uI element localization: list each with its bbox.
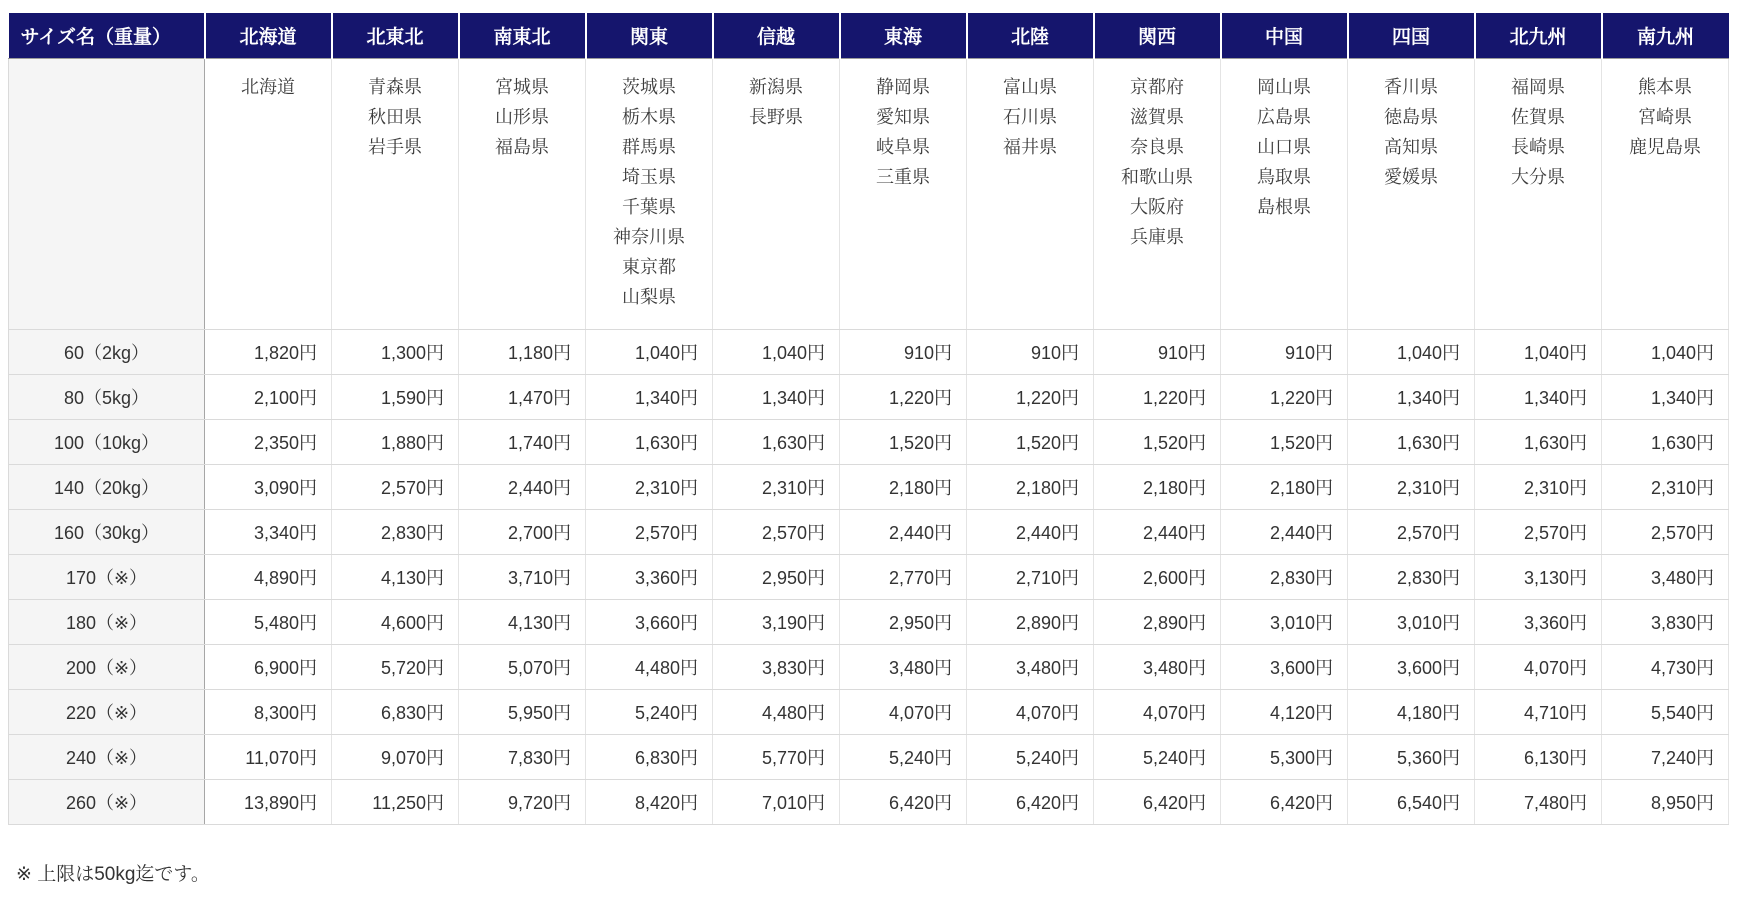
price-cell: 3,010円 (1221, 599, 1348, 644)
price-cell: 4,180円 (1348, 689, 1475, 734)
price-cell: 4,600円 (332, 599, 459, 644)
price-cell: 2,310円 (1602, 464, 1729, 509)
price-cell: 5,480円 (205, 599, 332, 644)
price-cell: 2,710円 (967, 554, 1094, 599)
price-cell: 3,600円 (1221, 644, 1348, 689)
price-cell: 1,520円 (1221, 419, 1348, 464)
price-cell: 1,630円 (586, 419, 713, 464)
price-cell: 910円 (840, 329, 967, 374)
size-label-cell: 180（※） (9, 599, 205, 644)
prefecture-name: 三重県 (876, 166, 930, 187)
size-label-cell: 80（5kg） (9, 374, 205, 419)
prefecture-name: 高知県 (1384, 136, 1438, 157)
prefecture-name: 島根県 (1257, 196, 1311, 217)
price-cell: 1,340円 (586, 374, 713, 419)
price-cell: 7,830円 (459, 734, 586, 779)
prefecture-name: 兵庫県 (1130, 226, 1184, 247)
prefecture-name: 山口県 (1257, 136, 1311, 157)
price-cell: 910円 (1221, 329, 1348, 374)
price-cell: 2,570円 (713, 509, 840, 554)
price-cell: 2,830円 (1348, 554, 1475, 599)
price-cell: 4,070円 (1475, 644, 1602, 689)
prefecture-name: 鹿児島県 (1629, 136, 1701, 157)
price-cell: 5,070円 (459, 644, 586, 689)
price-cell: 2,700円 (459, 509, 586, 554)
prefecture-list-cell (1094, 58, 1221, 329)
shipping-rate-page (0, 13, 1742, 919)
price-cell: 5,240円 (1094, 734, 1221, 779)
price-cell: 2,890円 (967, 599, 1094, 644)
prefecture-name: 北海道 (241, 76, 295, 97)
prefecture-name: 千葉県 (622, 196, 676, 217)
table-row (9, 509, 1729, 554)
size-label-cell: 160（30kg） (9, 509, 205, 554)
price-cell: 1,040円 (1475, 329, 1602, 374)
prefecture-list-cell (459, 58, 586, 329)
price-cell: 1,820円 (205, 329, 332, 374)
price-cell: 1,630円 (713, 419, 840, 464)
price-cell: 2,440円 (967, 509, 1094, 554)
price-cell: 1,520円 (840, 419, 967, 464)
prefecture-list-cell (205, 58, 332, 329)
prefecture-name: 長野県 (749, 106, 803, 127)
price-cell: 8,300円 (205, 689, 332, 734)
table-row (9, 644, 1729, 689)
table-row (9, 329, 1729, 374)
price-cell: 6,540円 (1348, 779, 1475, 824)
price-cell: 3,660円 (586, 599, 713, 644)
price-cell: 1,520円 (967, 419, 1094, 464)
price-cell: 5,720円 (332, 644, 459, 689)
prefecture-name: 岡山県 (1257, 76, 1311, 97)
size-header-cell: サイズ名（重量） (9, 13, 205, 58)
price-cell: 3,600円 (1348, 644, 1475, 689)
price-cell: 6,420円 (840, 779, 967, 824)
prefecture-name: 栃木県 (622, 106, 676, 127)
price-cell: 1,040円 (586, 329, 713, 374)
prefecture-name: 京都府 (1130, 76, 1184, 97)
price-cell: 11,070円 (205, 734, 332, 779)
table-row (9, 554, 1729, 599)
price-cell: 1,340円 (1602, 374, 1729, 419)
price-cell: 2,600円 (1094, 554, 1221, 599)
table-row (9, 464, 1729, 509)
price-cell: 2,440円 (1221, 509, 1348, 554)
price-cell: 910円 (967, 329, 1094, 374)
price-cell: 1,340円 (713, 374, 840, 419)
price-cell: 1,040円 (713, 329, 840, 374)
prefecture-list-cell (713, 58, 840, 329)
price-cell: 1,630円 (1475, 419, 1602, 464)
table-row (9, 419, 1729, 464)
price-cell: 6,830円 (332, 689, 459, 734)
price-cell: 3,480円 (1094, 644, 1221, 689)
prefecture-list-row (9, 58, 1729, 329)
prefecture-name: 岐阜県 (876, 136, 930, 157)
price-cell: 7,240円 (1602, 734, 1729, 779)
price-cell: 2,570円 (1475, 509, 1602, 554)
price-cell: 1,220円 (967, 374, 1094, 419)
price-cell: 6,830円 (586, 734, 713, 779)
prefecture-name: 宮城県 (495, 76, 549, 97)
price-cell: 2,350円 (205, 419, 332, 464)
price-cell: 1,040円 (1602, 329, 1729, 374)
shipping-rate-table (8, 13, 1729, 825)
price-cell: 1,630円 (1348, 419, 1475, 464)
price-cell: 3,480円 (840, 644, 967, 689)
price-cell: 2,890円 (1094, 599, 1221, 644)
table-row (9, 689, 1729, 734)
price-cell: 4,070円 (840, 689, 967, 734)
table-row (9, 734, 1729, 779)
size-label-cell: 140（20kg） (9, 464, 205, 509)
price-cell: 2,570円 (332, 464, 459, 509)
region-header-cell: 北九州 (1475, 13, 1602, 58)
size-label-cell: 170（※） (9, 554, 205, 599)
prefecture-name: 秋田県 (368, 106, 422, 127)
prefecture-name: 和歌山県 (1121, 166, 1193, 187)
prefecture-name: 群馬県 (622, 136, 676, 157)
prefecture-name: 大分県 (1511, 166, 1565, 187)
prefecture-name: 岩手県 (368, 136, 422, 157)
price-cell: 2,180円 (840, 464, 967, 509)
price-cell: 2,570円 (586, 509, 713, 554)
prefecture-name: 鳥取県 (1257, 166, 1311, 187)
price-cell: 2,440円 (459, 464, 586, 509)
prefecture-name: 東京都 (622, 256, 676, 277)
price-cell: 13,890円 (205, 779, 332, 824)
region-header-cell: 中国 (1221, 13, 1348, 58)
price-cell: 910円 (1094, 329, 1221, 374)
price-cell: 1,340円 (1348, 374, 1475, 419)
region-header-cell: 北陸 (967, 13, 1094, 58)
price-cell: 1,220円 (1094, 374, 1221, 419)
price-cell: 2,830円 (332, 509, 459, 554)
price-cell: 1,300円 (332, 329, 459, 374)
price-cell: 5,770円 (713, 734, 840, 779)
price-cell: 2,950円 (840, 599, 967, 644)
price-cell: 3,830円 (1602, 599, 1729, 644)
price-cell: 3,340円 (205, 509, 332, 554)
prefecture-name: 宮崎県 (1638, 106, 1692, 127)
size-label-cell: 220（※） (9, 689, 205, 734)
region-header-cell: 信越 (713, 13, 840, 58)
prefecture-name: 茨城県 (622, 76, 676, 97)
prefecture-name: 広島県 (1257, 106, 1311, 127)
prefecture-name: 福井県 (1003, 136, 1057, 157)
price-cell: 3,830円 (713, 644, 840, 689)
price-cell: 6,420円 (1094, 779, 1221, 824)
prefecture-name: 山形県 (495, 106, 549, 127)
price-cell: 3,710円 (459, 554, 586, 599)
prefecture-name: 長崎県 (1511, 136, 1565, 157)
price-cell: 4,730円 (1602, 644, 1729, 689)
weight-limit-footnote: ※ 上限は50kg迄です。 (16, 863, 210, 885)
region-header-cell: 東海 (840, 13, 967, 58)
price-cell: 5,240円 (967, 734, 1094, 779)
region-header-cell: 北海道 (205, 13, 332, 58)
price-cell: 4,130円 (332, 554, 459, 599)
price-cell: 3,190円 (713, 599, 840, 644)
price-cell: 3,090円 (205, 464, 332, 509)
price-cell: 3,010円 (1348, 599, 1475, 644)
price-cell: 6,900円 (205, 644, 332, 689)
price-cell: 2,950円 (713, 554, 840, 599)
prefecture-name: 石川県 (1003, 106, 1057, 127)
price-cell: 4,480円 (713, 689, 840, 734)
table-row (9, 599, 1729, 644)
price-cell: 1,220円 (840, 374, 967, 419)
price-cell: 7,010円 (713, 779, 840, 824)
prefecture-list-cell (1475, 58, 1602, 329)
price-cell: 1,630円 (1602, 419, 1729, 464)
price-cell: 2,310円 (586, 464, 713, 509)
price-cell: 8,420円 (586, 779, 713, 824)
price-cell: 2,570円 (1602, 509, 1729, 554)
price-cell: 9,720円 (459, 779, 586, 824)
region-header-cell: 北東北 (332, 13, 459, 58)
prefecture-name: 神奈川県 (613, 226, 685, 247)
price-cell: 5,540円 (1602, 689, 1729, 734)
price-cell: 3,480円 (1602, 554, 1729, 599)
prefecture-name: 佐賀県 (1511, 106, 1565, 127)
price-cell: 1,340円 (1475, 374, 1602, 419)
prefecture-name: 福島県 (495, 136, 549, 157)
prefecture-name: 新潟県 (749, 76, 803, 97)
price-cell: 1,740円 (459, 419, 586, 464)
price-cell: 3,360円 (586, 554, 713, 599)
price-cell: 4,120円 (1221, 689, 1348, 734)
prefecture-name: 奈良県 (1130, 136, 1184, 157)
price-cell: 7,480円 (1475, 779, 1602, 824)
prefecture-name: 大阪府 (1130, 196, 1184, 217)
prefecture-name: 徳島県 (1384, 106, 1438, 127)
prefecture-name: 福岡県 (1511, 76, 1565, 97)
price-cell: 1,180円 (459, 329, 586, 374)
prefecture-name: 青森県 (368, 76, 422, 97)
price-cell: 2,310円 (1475, 464, 1602, 509)
prefecture-name: 愛知県 (876, 106, 930, 127)
region-header-cell: 南東北 (459, 13, 586, 58)
price-cell: 3,360円 (1475, 599, 1602, 644)
prefecture-list-cell (332, 58, 459, 329)
prefecture-name: 愛媛県 (1384, 166, 1438, 187)
prefecture-name: 埼玉県 (622, 166, 676, 187)
prefecture-name: 熊本県 (1638, 76, 1692, 97)
region-header-cell: 関西 (1094, 13, 1221, 58)
price-cell: 6,130円 (1475, 734, 1602, 779)
price-cell: 2,770円 (840, 554, 967, 599)
price-cell: 4,710円 (1475, 689, 1602, 734)
price-cell: 5,240円 (840, 734, 967, 779)
prefecture-name: 山梨県 (622, 286, 676, 307)
price-cell: 2,440円 (1094, 509, 1221, 554)
prefecture-name: 香川県 (1384, 76, 1438, 97)
price-cell: 2,180円 (1221, 464, 1348, 509)
size-label-cell: 260（※） (9, 779, 205, 824)
region-header-cell: 南九州 (1602, 13, 1729, 58)
price-cell: 4,070円 (1094, 689, 1221, 734)
prefecture-name: 富山県 (1003, 76, 1057, 97)
price-cell: 2,180円 (967, 464, 1094, 509)
table-row (9, 779, 1729, 824)
size-label-spacer-cell (9, 58, 205, 329)
region-header-cell: 関東 (586, 13, 713, 58)
price-cell: 5,360円 (1348, 734, 1475, 779)
price-cell: 5,300円 (1221, 734, 1348, 779)
price-cell: 1,520円 (1094, 419, 1221, 464)
price-cell: 2,830円 (1221, 554, 1348, 599)
price-cell: 1,220円 (1221, 374, 1348, 419)
size-label-cell: 60（2kg） (9, 329, 205, 374)
price-cell: 1,880円 (332, 419, 459, 464)
price-cell: 2,100円 (205, 374, 332, 419)
price-cell: 5,950円 (459, 689, 586, 734)
price-cell: 4,890円 (205, 554, 332, 599)
price-cell: 9,070円 (332, 734, 459, 779)
prefecture-list-cell (1221, 58, 1348, 329)
price-cell: 6,420円 (967, 779, 1094, 824)
price-cell: 2,310円 (1348, 464, 1475, 509)
price-cell: 1,470円 (459, 374, 586, 419)
prefecture-list-cell (1348, 58, 1475, 329)
price-cell: 1,590円 (332, 374, 459, 419)
price-cell: 1,040円 (1348, 329, 1475, 374)
table-row (9, 374, 1729, 419)
prefecture-list-cell (967, 58, 1094, 329)
size-label-cell: 100（10kg） (9, 419, 205, 464)
price-cell: 5,240円 (586, 689, 713, 734)
price-cell: 2,310円 (713, 464, 840, 509)
price-cell: 2,180円 (1094, 464, 1221, 509)
price-cell: 4,480円 (586, 644, 713, 689)
price-cell: 11,250円 (332, 779, 459, 824)
prefecture-list-cell (840, 58, 967, 329)
price-cell: 6,420円 (1221, 779, 1348, 824)
prefecture-list-cell (586, 58, 713, 329)
size-label-cell: 240（※） (9, 734, 205, 779)
price-cell: 3,130円 (1475, 554, 1602, 599)
price-cell: 2,570円 (1348, 509, 1475, 554)
prefecture-name: 静岡県 (876, 76, 930, 97)
size-label-cell: 200（※） (9, 644, 205, 689)
price-cell: 4,130円 (459, 599, 586, 644)
price-cell: 8,950円 (1602, 779, 1729, 824)
region-header-cell: 四国 (1348, 13, 1475, 58)
price-cell: 2,440円 (840, 509, 967, 554)
price-cell: 3,480円 (967, 644, 1094, 689)
prefecture-list-cell (1602, 58, 1729, 329)
table-header-row (9, 13, 1729, 58)
prefecture-name: 滋賀県 (1130, 106, 1184, 127)
price-cell: 4,070円 (967, 689, 1094, 734)
